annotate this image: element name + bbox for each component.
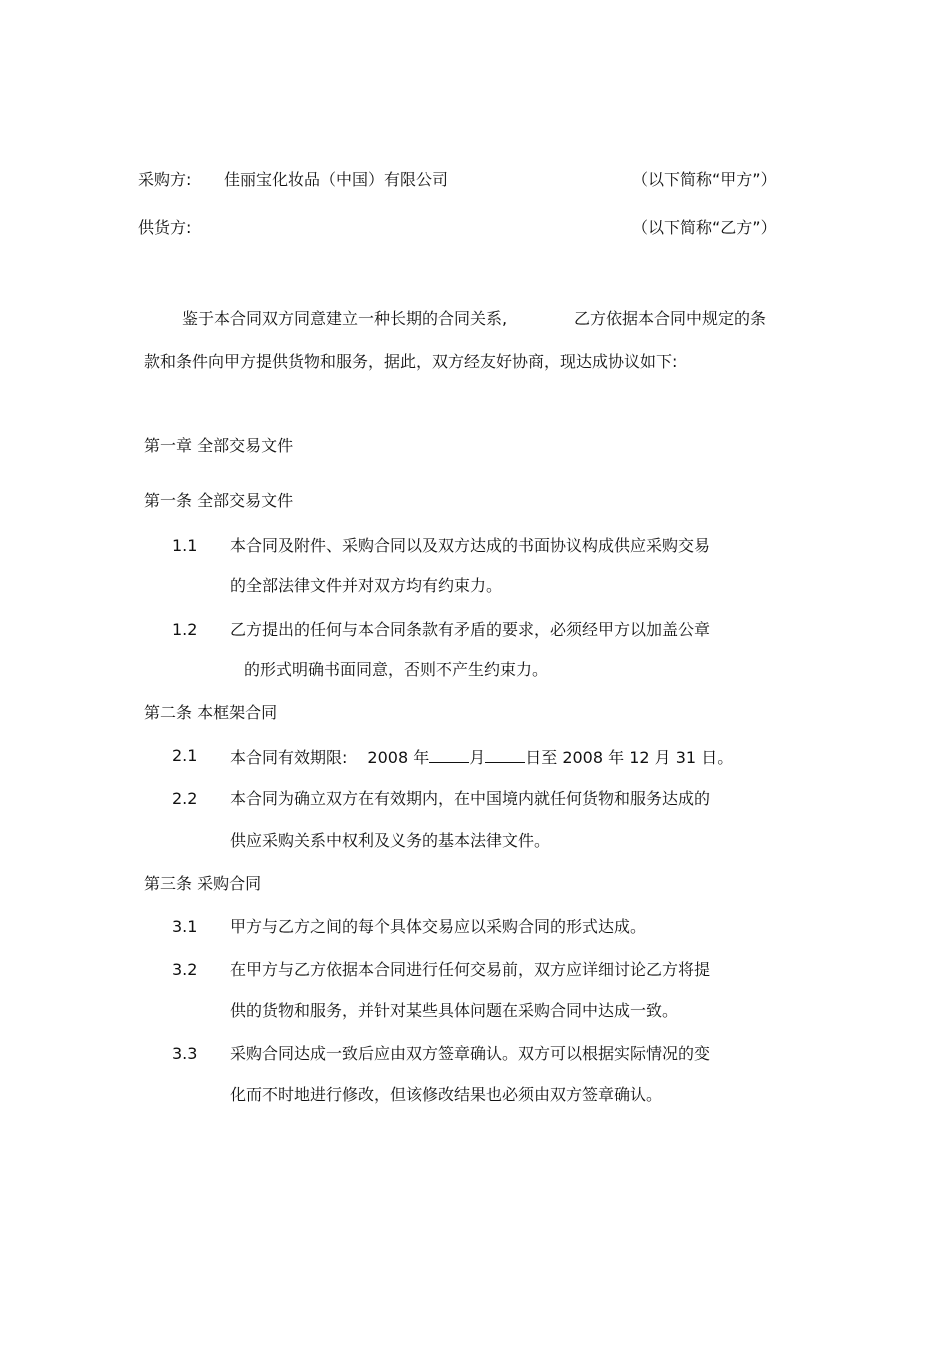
clause-2-2-line-2: 供应采购关系中权利及义务的基本法律文件。 [230,831,551,850]
clause-1-2-line-1: 乙方提出的任何与本合同条款有矛盾的要求，必须经甲方以加盖公章 [230,620,711,639]
supplier-alias: （以下简称“乙方”） [632,218,777,237]
clause-2-1-end: 日至 2008 年 12 月 31 日。 [525,748,734,767]
supplier-label: 供货方: [138,218,192,237]
buyer-label: 采购方: [138,170,192,189]
clause-3-2-number: 3.2 [172,960,198,979]
clause-2-2-line-1: 本合同为确立双方在有效期内，在中国境内就任何货物和服务达成的 [230,789,711,808]
day-blank [485,748,525,763]
clause-2-1-start-year: 2008 年 [367,748,430,767]
intro-line-1b: 乙方依据本合同中规定的条 [574,309,767,328]
clause-3-3-line-2: 化而不时地进行修改，但该修改结果也必须由双方签章确认。 [230,1085,663,1104]
clause-2-1-number: 2.1 [172,746,198,765]
clause-3-1-line-1: 甲方与乙方之间的每个具体交易应以采购合同的形式达成。 [230,917,647,936]
clause-3-3-line-1: 采购合同达成一致后应由双方签章确认。双方可以根据实际情况的变 [230,1044,711,1063]
clause-2-1-month: 月 [469,748,486,767]
clause-2-1-text [230,748,733,766]
buyer-alias: （以下简称“甲方”） [632,170,777,189]
intro-line-1a: 鉴于本合同双方同意建立一种长期的合同关系, [182,309,508,328]
month-blank [429,748,469,763]
chapter-1-title: 第一章 全部交易文件 [144,436,294,455]
clause-2-1-label: 本合同有效期限: [230,748,348,767]
clause-3-1-number: 3.1 [172,917,198,936]
clause-1-2-number: 1.2 [172,620,198,639]
clause-1-1-line-1: 本合同及附件、采购合同以及双方达成的书面协议构成供应采购交易 [230,536,711,555]
article-3-title: 第三条 采购合同 [144,874,262,893]
article-2-title: 第二条 本框架合同 [144,703,278,722]
clause-3-2-line-1: 在甲方与乙方依据本合同进行任何交易前，双方应详细讨论乙方将提 [230,960,711,979]
intro-line-2: 款和条件向甲方提供货物和服务，据此，双方经友好协商，现达成协议如下: [144,352,678,371]
clause-3-3-number: 3.3 [172,1044,198,1063]
article-1-title: 第一条 全部交易文件 [144,491,294,510]
buyer-name: 佳丽宝化妆品（中国）有限公司 [224,170,449,189]
clause-3-2-line-2: 供的货物和服务，并针对某些具体问题在采购合同中达成一致。 [230,1001,679,1020]
clause-1-1-line-2: 的全部法律文件并对双方均有约束力。 [230,576,503,595]
clause-1-1-number: 1.1 [172,536,198,555]
clause-2-2-number: 2.2 [172,789,198,808]
clause-1-2-line-2: 的形式明确书面同意，否则不产生约束力。 [244,660,549,679]
